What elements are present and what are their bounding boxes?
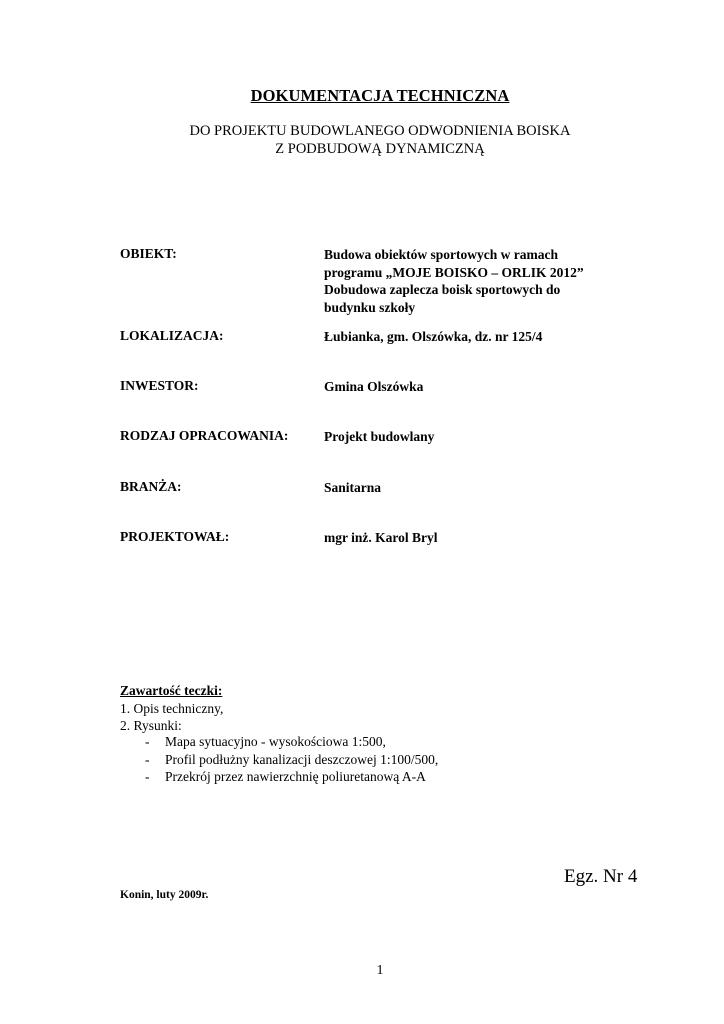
page-number: 1 (376, 963, 384, 978)
field-projektowal-label: PROJEKTOWAŁ: (120, 529, 230, 544)
field-inwestor-label: INWESTOR: (120, 378, 199, 393)
field-inwestor-value: Gmina Olszówka (324, 379, 424, 394)
field-branza-value: Sanitarna (324, 480, 382, 495)
dash-bullet: - (145, 751, 150, 767)
place-date: Konin, luty 2009r. (120, 889, 209, 901)
field-branza-label: BRANŻA: (120, 479, 182, 494)
contents-section (120, 682, 223, 735)
field-obiekt-value (324, 246, 624, 316)
field-obiekt-value-line: Budowa obiektów sportowych w ramach (324, 247, 559, 262)
contents-title: Zawartość teczki: (120, 683, 223, 698)
drawing-item: Profil podłużny kanalizacji deszczowej 1:100/500, (165, 751, 439, 767)
drawing-item: Mapa sytuacyjno - wysokościowa 1:500, (165, 734, 386, 749)
dash-bullet: - (145, 734, 150, 749)
copy-number: Egz. Nr 4 (564, 866, 638, 887)
field-obiekt-value-line: programu „MOJE BOISKO – ORLIK 2012” (324, 264, 584, 280)
field-obiekt-value-line: Dobudowa zaplecza boisk sportowych do (324, 282, 561, 297)
drawing-item: Przekrój przez nawierzchnię poliuretanową A-A (165, 769, 426, 784)
field-rodzaj-value: Projekt budowlany (324, 429, 435, 444)
field-lokalizacja-label: LOKALIZACJA: (120, 328, 224, 343)
field-obiekt-label: OBIEKT: (120, 246, 177, 261)
field-projektowal-value: mgr inż. Karol Bryl (324, 530, 438, 545)
field-lokalizacja-value: Łubianka, gm. Olszówka, dz. nr 125/4 (324, 329, 543, 344)
field-obiekt-value-line: budynku szkoły (324, 299, 416, 315)
field-rodzaj-label: RODZAJ OPRACOWANIA: (120, 428, 289, 443)
contents-item: 1. Opis techniczny, (120, 700, 224, 716)
document-title: DOKUMENTACJA TECHNICZNA (250, 86, 510, 105)
document-subtitle-line2: Z PODBUDOWĄ DYNAMICZNĄ (275, 141, 485, 157)
document-subtitle-line1: DO PROJEKTU BUDOWLANEGO ODWODNIENIA BOISKA (189, 123, 571, 139)
dash-bullet: - (145, 769, 150, 784)
contents-item: 2. Rysunki: (120, 718, 182, 733)
